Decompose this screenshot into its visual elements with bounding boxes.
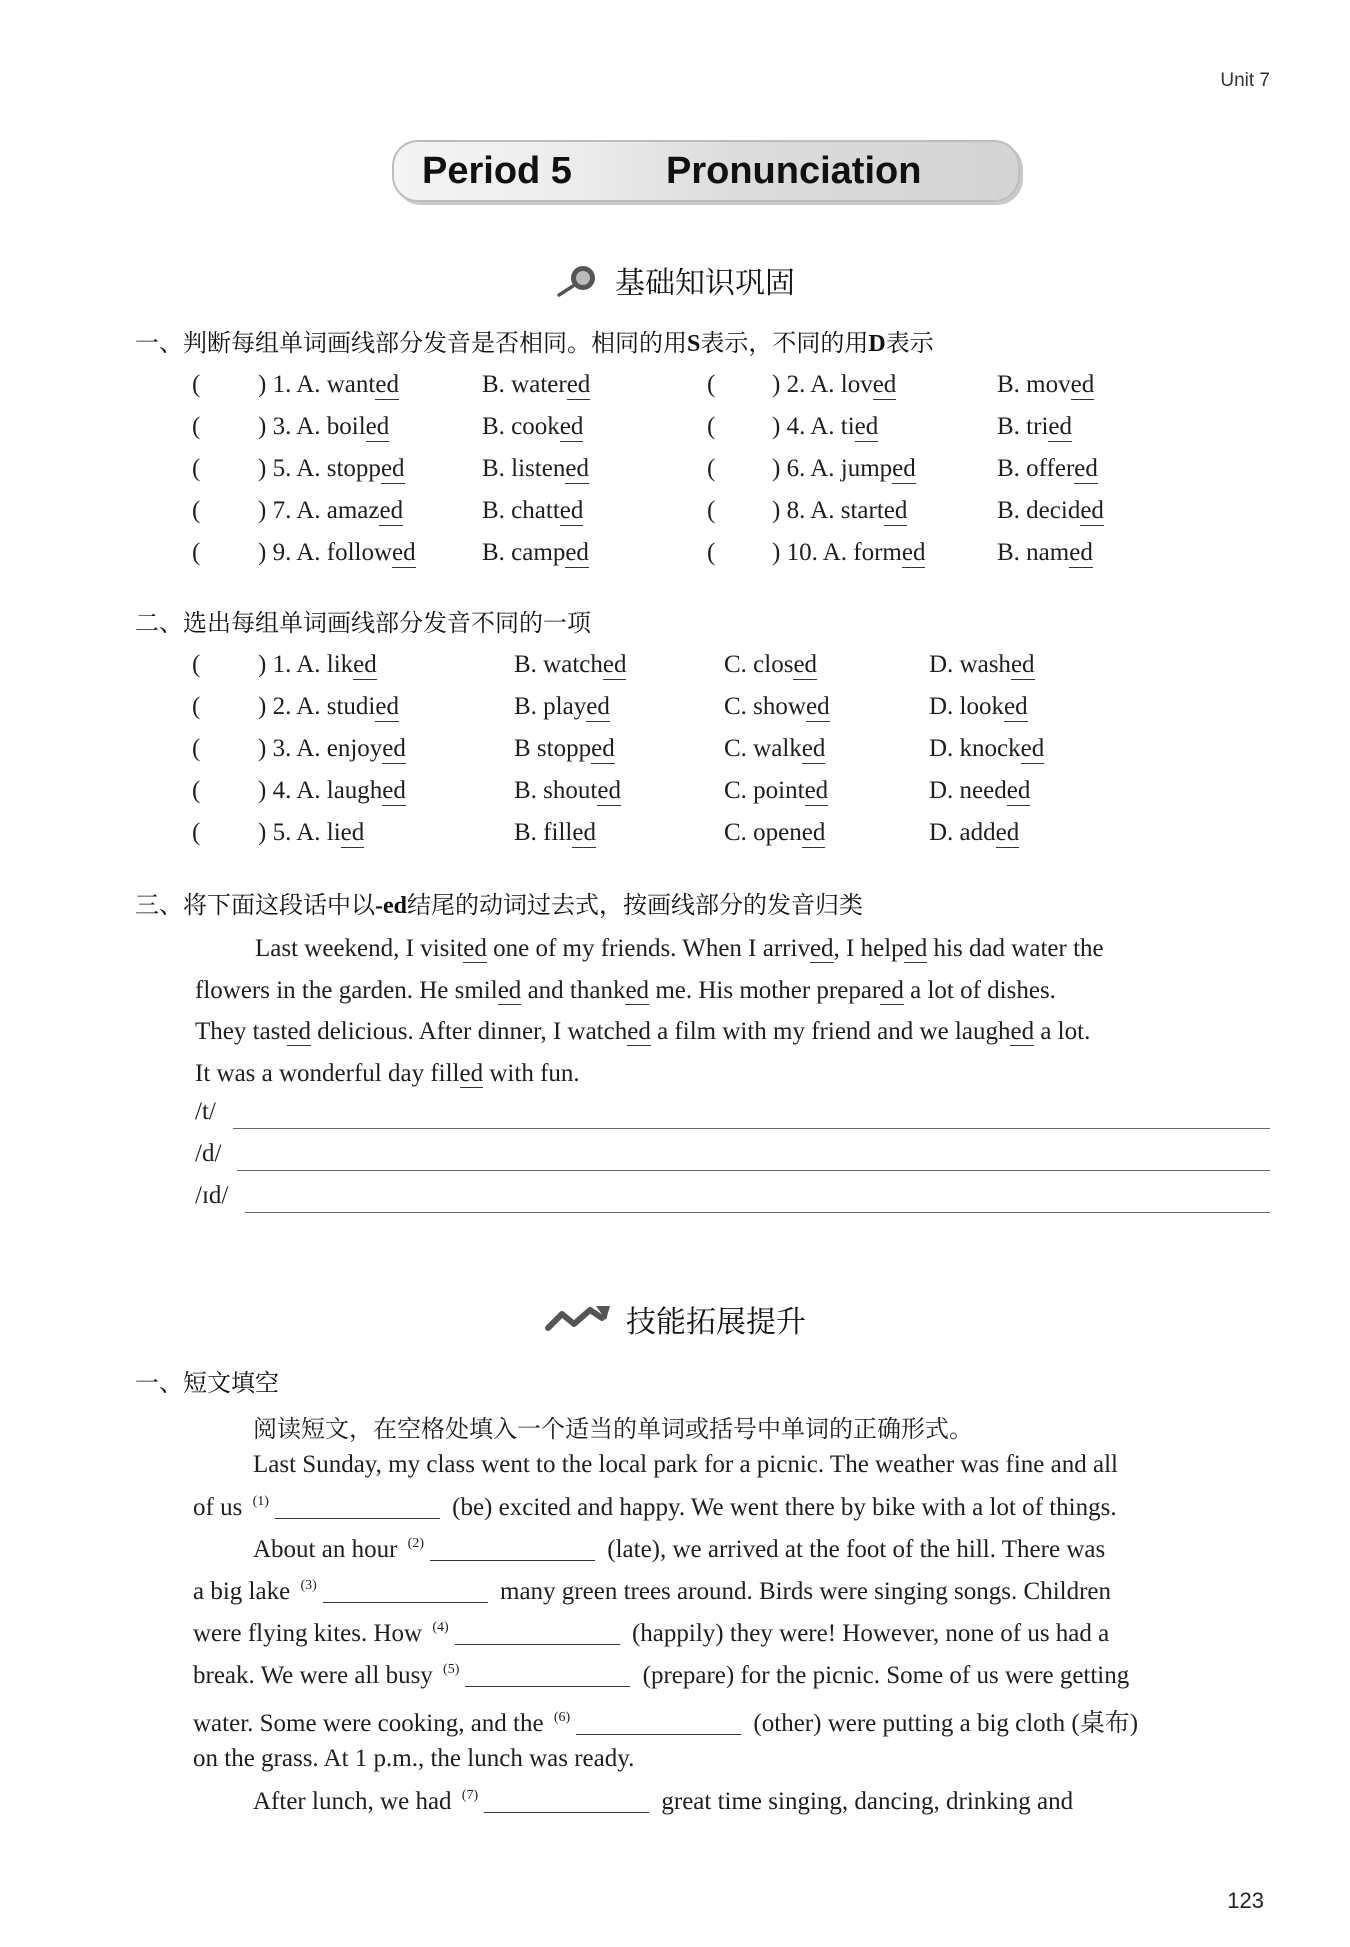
part2-item [0, 819, 1350, 859]
item-option-a: ) 9. A. followed [258, 539, 416, 566]
item-option-a: ) 5. A. lied [258, 819, 365, 846]
item-option-b: B. chatted [482, 497, 584, 524]
item-option-b: B. offered [997, 455, 1098, 482]
item-option-b: B stopped [514, 735, 615, 762]
answer-bracket[interactable]: ( [192, 651, 201, 678]
answer-bracket[interactable]: ( [192, 455, 201, 482]
passage-line: They tasted delicious. After dinner, I watched a film with my friend and we laughed a lot. [195, 1018, 1091, 1045]
item-option-c: C. opened [724, 819, 826, 846]
part4-title: 一、短文填空 [135, 1369, 279, 1397]
item-option-a: ) 6. A. jumped [772, 455, 916, 482]
part1-item [0, 371, 1350, 411]
cloze-line: a big lake $^{(3)}$ many green trees around. Birds were singing songs. Children [193, 1578, 1112, 1605]
answer-bracket[interactable]: ( [192, 819, 201, 846]
item-option-b: B. named [997, 539, 1093, 566]
cloze-line: After lunch, we had $^{(7)}$ great time singing, dancing, drinking and [253, 1788, 1074, 1815]
magnifier-icon [555, 262, 601, 298]
section-heading-basic [0, 258, 1350, 302]
part2-item [0, 651, 1350, 691]
item-option-b: B. cooked [482, 413, 584, 440]
passage-line: It was a wonderful day filled with fun. [195, 1059, 580, 1087]
answer-line[interactable] [195, 1182, 1270, 1222]
answer-bracket[interactable]: ( [192, 371, 201, 398]
part1-item [0, 539, 1350, 579]
answer-bracket[interactable]: ( [192, 413, 201, 440]
item-option-d: D. looked [929, 693, 1028, 720]
sound-label: /d/ [195, 1140, 222, 1167]
item-option-b: B. listened [482, 455, 589, 482]
section-title-skills: 技能拓展提升 [626, 1305, 806, 1340]
sound-label: /t/ [195, 1098, 216, 1125]
item-option-c: C. pointed [724, 777, 829, 804]
cloze-line: Last Sunday, my class went to the local park for a picnic. The weather was fine and all [253, 1451, 1118, 1478]
item-option-d: D. needed [929, 777, 1031, 804]
item-option-a: ) 1. A. liked [258, 651, 377, 678]
item-option-d: D. knocked [929, 735, 1045, 762]
part2-item [0, 735, 1350, 775]
item-option-b: B. watered [482, 371, 591, 398]
passage-line: flowers in the garden. He smiled and thanked me. His mother prepared a lot of dishes. [195, 976, 1056, 1004]
item-option-d: D. washed [929, 651, 1035, 678]
answer-bracket[interactable]: ( [707, 539, 716, 566]
item-option-a: ) 4. A. laughed [258, 777, 406, 804]
answer-bracket[interactable]: ( [192, 735, 201, 762]
item-option-a: ) 4. A. tied [772, 413, 879, 440]
topic-label: Pronunciation [666, 150, 922, 192]
answer-bracket[interactable]: ( [707, 455, 716, 482]
answer-bracket[interactable]: ( [192, 539, 201, 566]
cloze-line: break. We were all busy $^{(5)}$ (prepare) for the picnic. Some of us were getting [193, 1662, 1130, 1689]
answer-bracket[interactable]: ( [192, 497, 201, 524]
cloze-instruction: 阅读短文，在空格处填入一个适当的单词或括号中单词的正确形式。 [253, 1415, 973, 1443]
item-option-b: B. tried [997, 413, 1073, 440]
passage-line: Last weekend, I visited one of my friends. When I arrived, I helped his dad water the [255, 935, 1104, 962]
item-option-b: B. decided [997, 497, 1104, 524]
cloze-blank[interactable] [576, 1709, 741, 1735]
unit-label: Unit 7 [1220, 70, 1270, 91]
cloze-blank[interactable] [275, 1493, 440, 1519]
period-label: Period 5 [422, 150, 572, 192]
part3-title: 三、将下面这段话中以-ed结尾的动词过去式，按画线部分的发音归类 [135, 891, 863, 919]
period-banner [392, 140, 1020, 202]
section-heading-skills [0, 1297, 1350, 1341]
part1-item [0, 455, 1350, 495]
answer-bracket[interactable]: ( [707, 413, 716, 440]
sound-label: /ɪd/ [195, 1182, 229, 1209]
cloze-blank[interactable] [484, 1787, 649, 1813]
item-option-b: B. shouted [514, 777, 621, 804]
item-option-a: ) 1. A. wanted [258, 371, 399, 398]
answer-bracket[interactable]: ( [707, 371, 716, 398]
cloze-line: on the grass. At 1 p.m., the lunch was ready. [193, 1745, 635, 1772]
item-option-a: ) 2. A. studied [258, 693, 399, 720]
cloze-blank[interactable] [465, 1661, 630, 1687]
part2-item [0, 777, 1350, 817]
answer-bracket[interactable]: ( [192, 693, 201, 720]
item-option-d: D. added [929, 819, 1020, 846]
page-number: 123 [1227, 1888, 1264, 1913]
cloze-line: water. Some were cooking, and the $^{(6)}$ (other) were putting a big cloth (桌布) [193, 1710, 1139, 1737]
cloze-line: About an hour $^{(2)}$ (late), we arrived at the foot of the hill. There was [253, 1536, 1106, 1563]
item-option-a: ) 2. A. loved [772, 371, 897, 398]
item-option-b: B. moved [997, 371, 1095, 398]
part1-item [0, 413, 1350, 453]
item-option-a: ) 7. A. amazed [258, 497, 404, 524]
section-title-basic: 基础知识巩固 [615, 266, 795, 301]
item-option-c: C. closed [724, 651, 818, 678]
item-option-b: B. camped [482, 539, 589, 566]
item-option-b: B. watched [514, 651, 627, 678]
item-option-a: ) 3. A. enjoyed [258, 735, 406, 762]
answer-line[interactable] [195, 1098, 1270, 1138]
item-option-c: C. showed [724, 693, 830, 720]
answer-bracket[interactable]: ( [707, 497, 716, 524]
part1-item [0, 497, 1350, 537]
cloze-line: of us $^{(1)}$ (be) excited and happy. We went there by bike with a lot of things. [193, 1494, 1117, 1521]
part1-title: 一、判断每组单词画线部分发音是否相同。相同的用S表示，不同的用D表示 [135, 329, 934, 357]
item-option-c: C. walked [724, 735, 826, 762]
answer-bracket[interactable]: ( [192, 777, 201, 804]
item-option-a: ) 8. A. started [772, 497, 908, 524]
item-option-a: ) 3. A. boiled [258, 413, 390, 440]
cloze-blank[interactable] [323, 1577, 488, 1603]
answer-line[interactable] [195, 1140, 1270, 1180]
part2-title: 二、选出每组单词画线部分发音不同的一项 [135, 609, 591, 637]
cloze-blank[interactable] [455, 1619, 620, 1645]
item-option-a: ) 10. A. formed [772, 539, 926, 566]
item-option-a: ) 5. A. stopped [258, 455, 405, 482]
cloze-blank[interactable] [430, 1535, 595, 1561]
item-option-b: B. played [514, 693, 610, 720]
trend-up-icon [544, 1302, 612, 1336]
item-option-b: B. filled [514, 819, 596, 846]
part2-item [0, 693, 1350, 733]
cloze-line: were flying kites. How $^{(4)}$ (happily) they were! However, none of us had a [193, 1620, 1110, 1647]
